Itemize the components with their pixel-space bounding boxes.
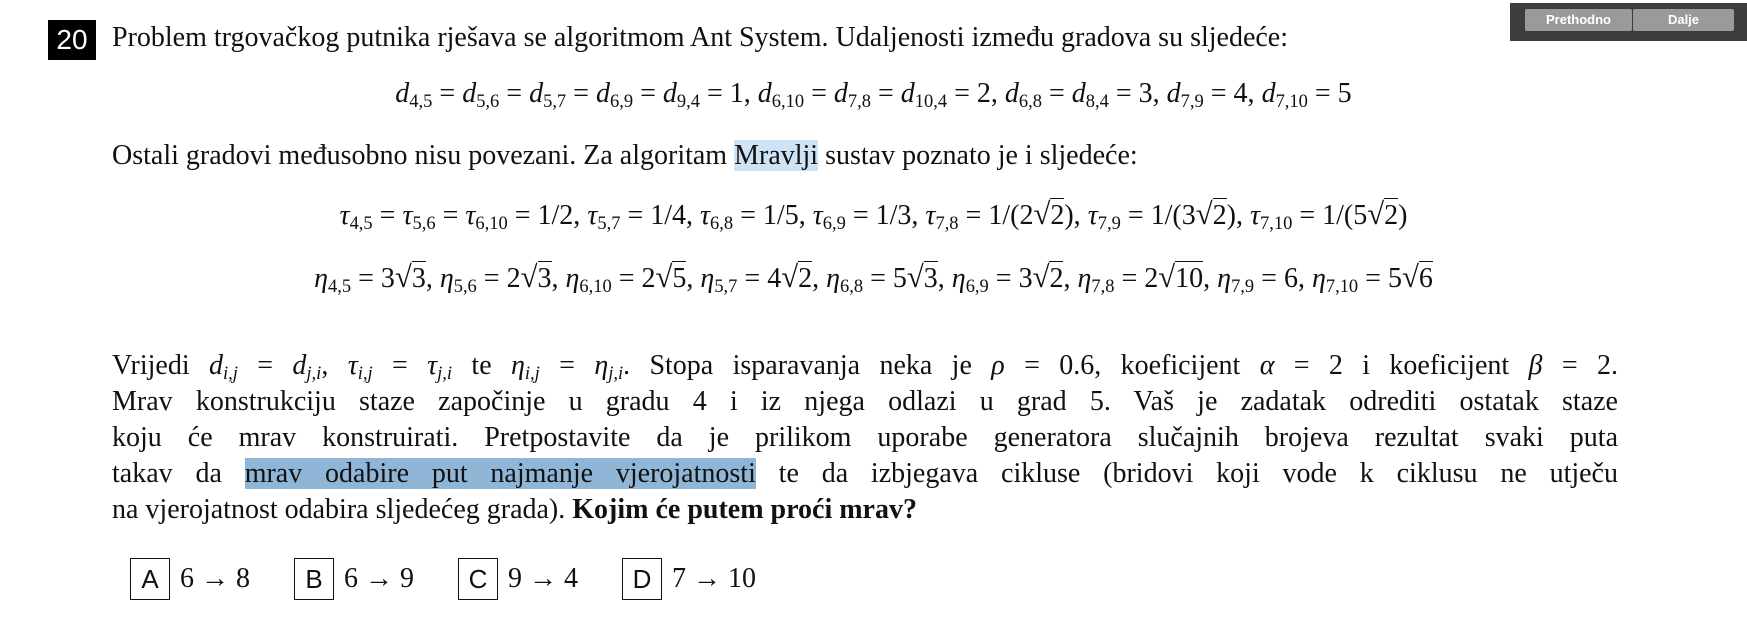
question-number-badge: 20 — [48, 20, 96, 60]
option-d-letter: D — [622, 558, 662, 600]
option-b[interactable] — [294, 558, 414, 600]
paragraph-line-5: na vjerojatnost odabira sljedećeg grada). Kojim će putem proći mrav? — [112, 494, 917, 525]
other-cities-text — [112, 138, 1138, 174]
option-a[interactable] — [130, 558, 250, 600]
question-intro: Problem trgovačkog putnika rješava se algoritmom Ant System. Udaljenosti između gradova su sljedeće: — [112, 22, 1289, 53]
option-d-text: 7 → 10 — [672, 563, 756, 594]
tau-equation: $\tau_{4,5} = \tau_{5,6} = \tau_{6,10} = 1/2$, $\tau_{5,7} = 1/4$, $\tau_{6,8} = 1/5$, $\tau_{6,9} = 1/3$, $\tau_{7,8} = 1/(2√2)$, $\tau_{7,9} = 1/(3√2)$, $\tau_{7,10} = 1/(5√2)$ — [339, 197, 1408, 234]
paragraph-line-2: Mrav konstrukciju staze započinje u gradu 4 i iz njega odlazi u grad 5. Vaš je zadatak odrediti ostatak staze — [112, 386, 1618, 417]
option-b-letter: B — [294, 558, 334, 600]
eta-equation: $\eta_{4,5} = 3√3$, $\eta_{5,6} = 2√3$, $\eta_{6,10} = 2√5$, $\eta_{5,7} = 4√2$, $\eta_{6,8} = 5√3$, $\eta_{6,9} = 3√2$, $\eta_{7,8} = 2√10$, $\eta_{7,9} = 6$, $\eta_{7,10} = 5√6$ — [314, 260, 1433, 297]
paragraph-line-1: Vrijedi $d_{i,j} = d_{j,i}$, $\tau_{i,j} = \tau_{j,i}$ te $\eta_{i,j} = \eta_{j,i}$. Stopa isparavanja neka je ρ = 0.6, koeficijent α = 2 i koeficijent β = 2. — [112, 350, 1619, 384]
option-c-text: 9 → 4 — [508, 563, 578, 594]
option-a-text: 6 → 8 — [180, 563, 250, 594]
highlighted-phrase: mrav odabire put najmanje vjerojatnosti — [244, 458, 756, 489]
option-c-letter: C — [458, 558, 498, 600]
highlighted-word: Mravlji — [734, 140, 819, 171]
other-cities-post: sustav poznato je i sljedeće: — [818, 140, 1138, 171]
question-prompt: Kojim će putem proći mrav? — [572, 494, 917, 525]
problem-paragraph — [112, 348, 1618, 528]
option-c[interactable] — [458, 558, 578, 600]
option-b-text: 6 → 9 — [344, 563, 414, 594]
navigation-bar — [1510, 3, 1747, 41]
option-a-letter: A — [130, 558, 170, 600]
previous-button[interactable]: Prethodno — [1525, 9, 1632, 31]
paragraph-line-4: takav da mrav odabire put najmanje vjerojatnosti te da izbjegava cikluse (bridovi koji vode k ciklusu ne utječu — [112, 458, 1618, 489]
option-d[interactable] — [622, 558, 756, 600]
paragraph-line-3: koju će mrav konstruirati. Pretpostavite da je prilikom uporabe generatora slučajnih brojeva rezultat svaki puta — [112, 422, 1618, 453]
next-button[interactable]: Dalje — [1633, 9, 1734, 31]
other-cities-pre: Ostali gradovi međusobno nisu povezani. Za algoritam — [112, 140, 735, 171]
distances-equation: $d_{4,5} = d_{5,6} = d_{5,7} = d_{6,9} = d_{9,4} = 1$, $d_{6,10} = d_{7,8} = d_{10,4} = 2$, $d_{6,8} = d_{8,4} = 3$, $d_{7,9} = 4$, $d_{7,10} = 5$ — [395, 78, 1352, 112]
